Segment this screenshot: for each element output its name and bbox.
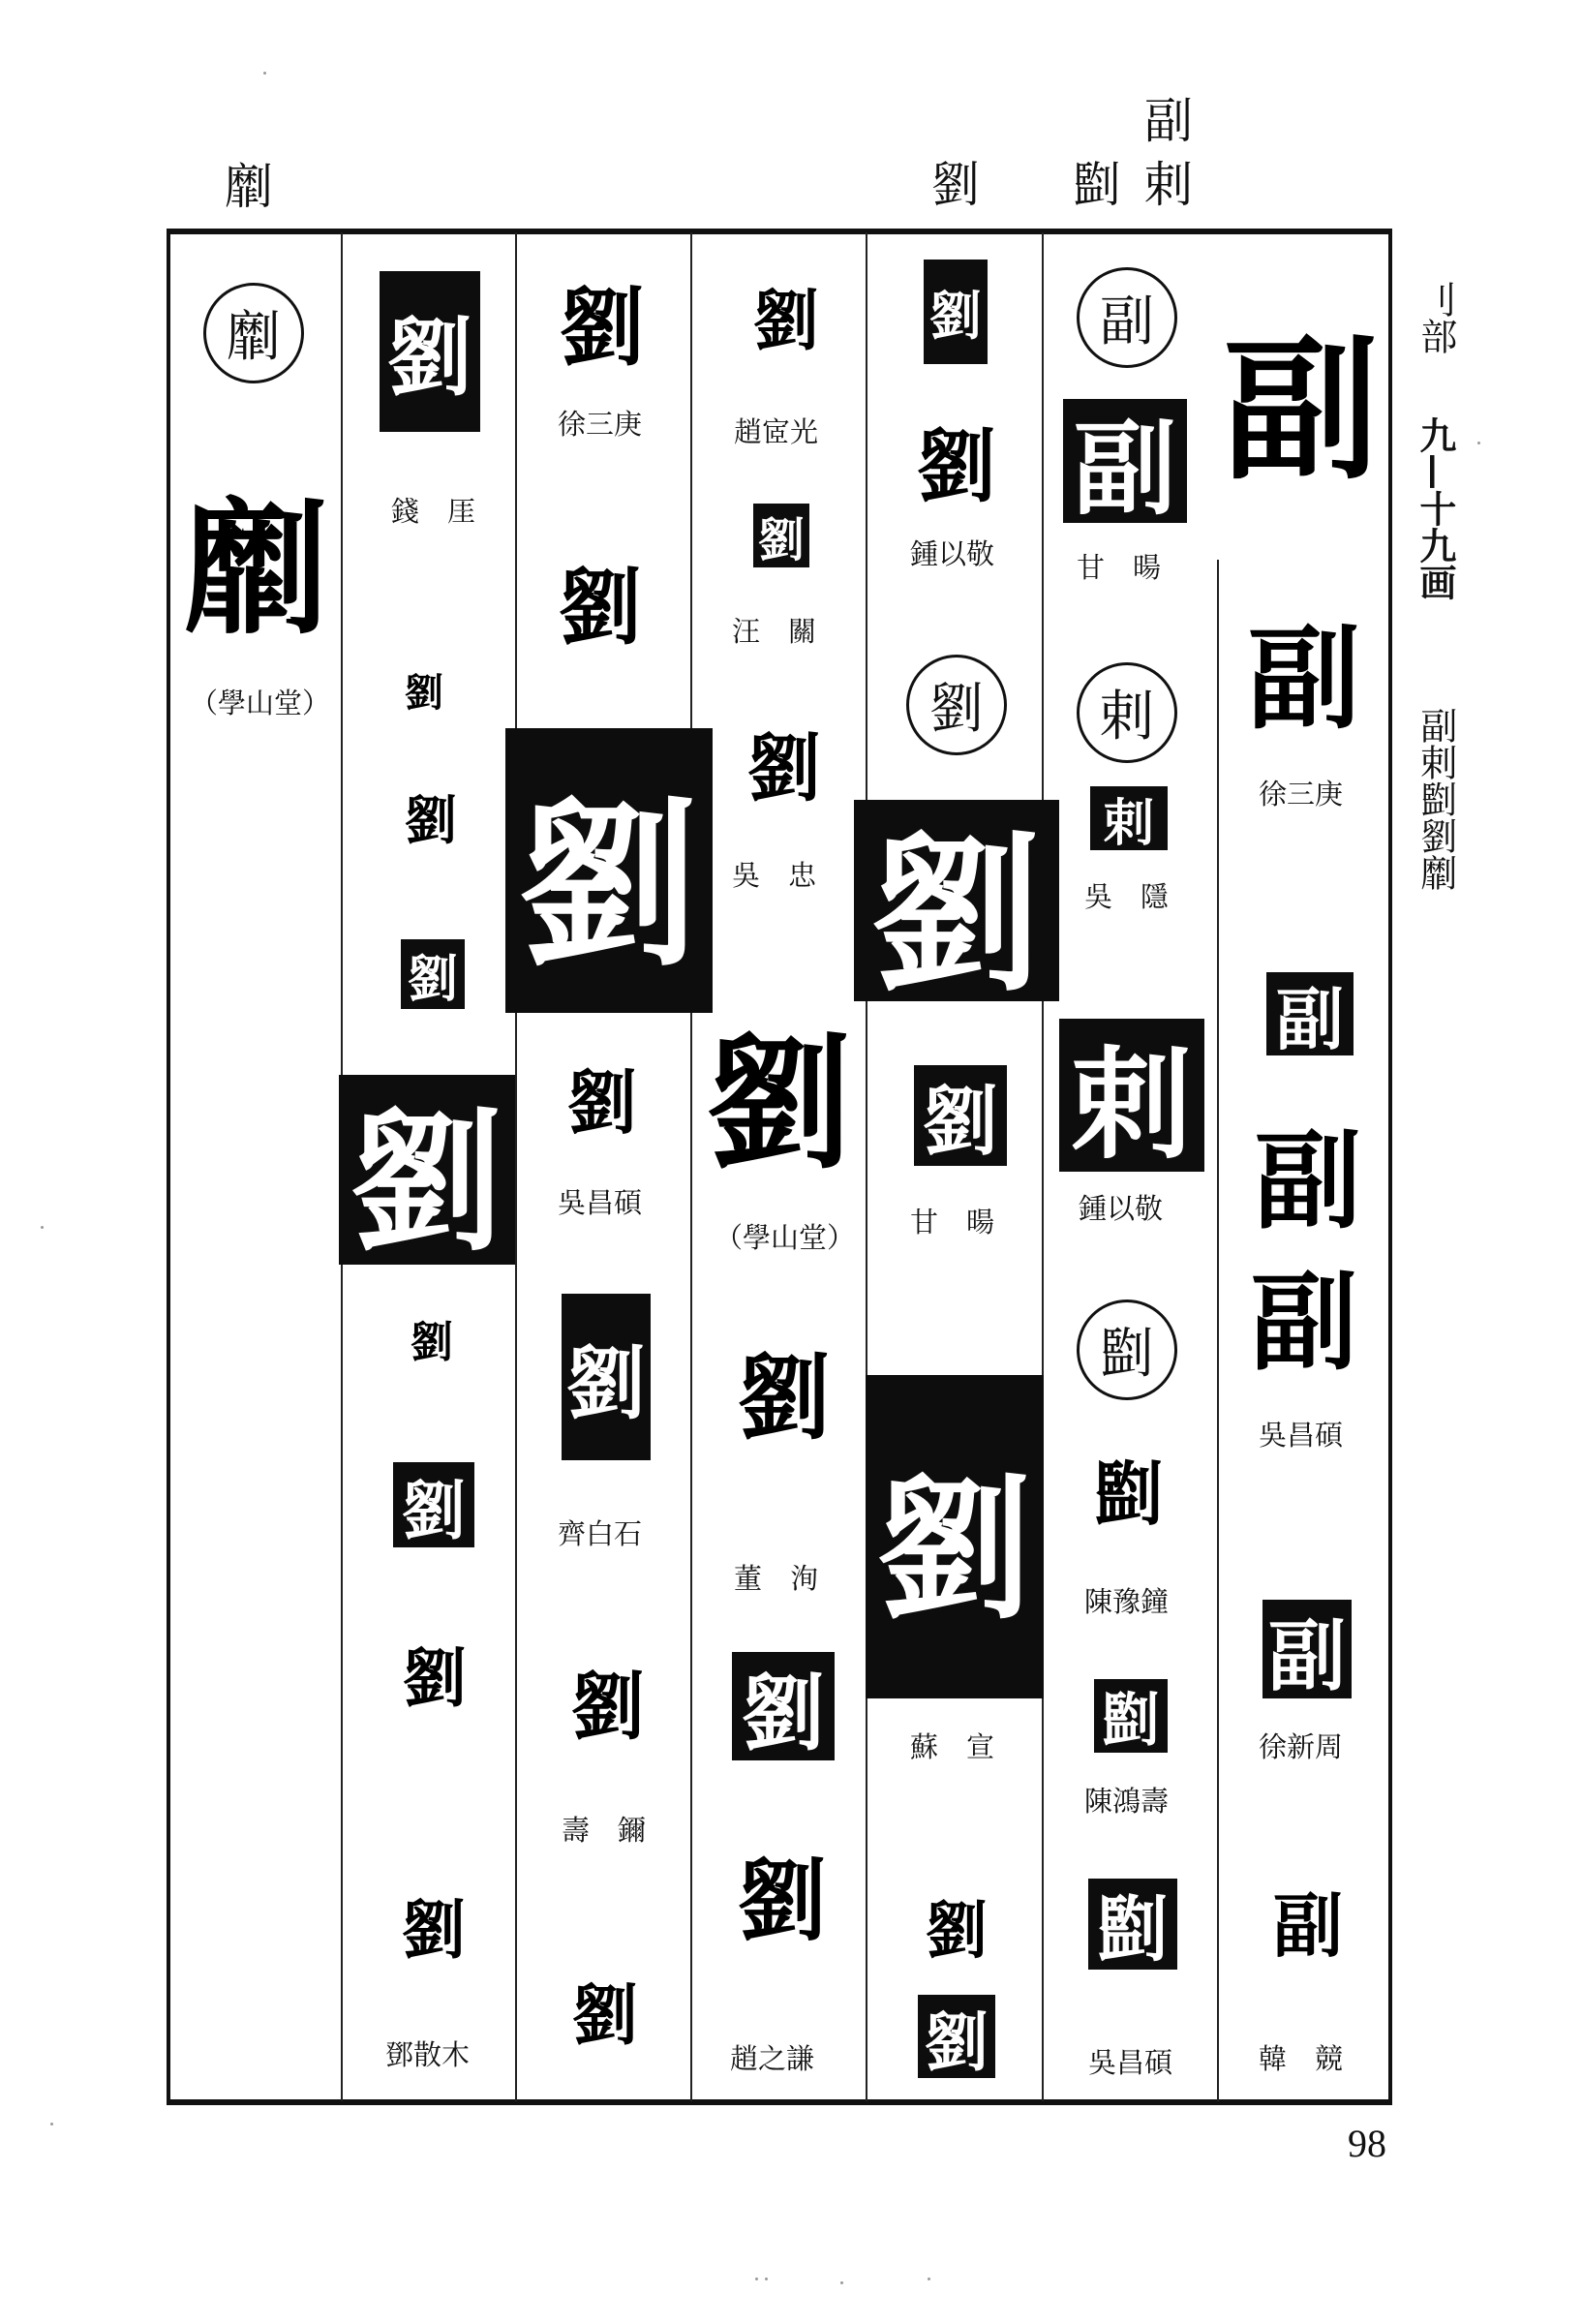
column-7-label-2: 吳昌碩 <box>1259 1419 1344 1452</box>
column-1-label-1: （學山堂） <box>190 687 331 719</box>
column-7-seal-6: 副 <box>1263 1600 1352 1698</box>
column-3-label-4: 壽 鑈 <box>562 1814 647 1847</box>
column-6-seal-2: 剌 <box>1090 786 1168 850</box>
column-7-label-3: 徐新周 <box>1259 1730 1344 1763</box>
column-5-seal-7: 劉 <box>918 1995 995 2078</box>
column-3-label-1: 徐三庚 <box>558 408 643 441</box>
column-2-label-2: 鄧散木 <box>385 2038 471 2071</box>
header-char-ci: 剌 <box>1144 157 1193 213</box>
column-6-circle-char-2: 剌 <box>1077 662 1177 763</box>
column-5-seal-1: 劉 <box>924 260 988 364</box>
column-2-seal-9: 劉 <box>402 1891 466 1968</box>
column-5-seal-3: 劉 <box>854 800 1059 1001</box>
header-char-fu: 副 <box>1144 93 1193 149</box>
column-3-label-2: 吳昌碩 <box>558 1186 643 1219</box>
column-3-seal-4: 劉 <box>566 1061 637 1144</box>
column-4-seal-3: 劉 <box>747 724 821 811</box>
speckle-dot <box>50 2123 53 2125</box>
column-4-seal-6: 劉 <box>732 1652 835 1760</box>
column-3-label-3: 齊白石 <box>558 1517 643 1550</box>
side-radical-label: 刂部 <box>1414 281 1457 354</box>
column-3-seal-7: 劉 <box>571 1976 638 2055</box>
column-4-seal-1: 劉 <box>752 282 819 360</box>
column-1-seal-large: 劘 <box>183 484 329 655</box>
column-4-seal-2: 劉 <box>753 504 809 567</box>
column-5-circle-char: 劉 <box>906 655 1007 755</box>
header-char-mo: 劘 <box>225 159 273 215</box>
column-2-seal-6: 劉 <box>411 1318 453 1367</box>
column-5-seal-5: 劉 <box>866 1375 1044 1698</box>
column-5-label-3: 蘇 宣 <box>910 1730 995 1763</box>
column-4-label-4: （學山堂） <box>715 1221 856 1254</box>
speckle-dot <box>755 2278 758 2280</box>
column-3-seal-2: 劉 <box>559 559 642 657</box>
column-2-seal-7: 劉 <box>393 1462 474 1547</box>
side-stroke-range: 九—十九画 <box>1413 416 1457 600</box>
column-6-seal-1: 副 <box>1063 399 1187 523</box>
table-right-rule <box>1388 229 1392 2105</box>
column-6-label-1: 甘 暘 <box>1077 551 1162 584</box>
page-number: 98 <box>1348 2122 1386 2165</box>
speckle-dot <box>1477 442 1480 444</box>
column-4-label-5: 董 洵 <box>734 1562 819 1595</box>
column-4-seal-5: 劉 <box>738 1342 831 1452</box>
header-char-jiu: 㔋 <box>1073 157 1121 213</box>
column-7-seal-3: 副 <box>1266 972 1354 1055</box>
table-left-rule <box>167 229 170 2105</box>
column-6-seal-4: 㔋 <box>1093 1452 1164 1535</box>
column-2-seal-1: 劉 <box>380 271 480 432</box>
table-top-rule <box>167 229 1392 234</box>
column-7-seal-1: 副 <box>1223 319 1379 501</box>
column-5-seal-2: 劉 <box>916 419 996 513</box>
speckle-dot <box>263 72 266 75</box>
column-6-seal-3: 剌 <box>1059 1019 1204 1172</box>
column-6-label-3: 鍾以敬 <box>1079 1192 1164 1225</box>
column-5-label-2: 甘 暘 <box>910 1206 995 1238</box>
column-3-seal-1: 劉 <box>559 277 645 378</box>
column-7-label-4: 韓 競 <box>1259 2042 1344 2075</box>
column-5-seal-4: 劉 <box>914 1065 1007 1166</box>
column-2-label-1: 錢 厓 <box>391 495 476 528</box>
column-6-label-4: 陳豫鐘 <box>1084 1585 1170 1618</box>
column-4-seal-7: 劉 <box>737 1849 827 1953</box>
header-char-liu: 劉 <box>931 157 980 213</box>
column-7-seal-7: 副 <box>1272 1884 1343 1967</box>
column-divider-5 <box>1042 232 1044 2101</box>
column-6-label-2: 吳 隱 <box>1084 880 1170 913</box>
column-3-seal-5: 劉 <box>562 1294 651 1460</box>
side-character-list: 副剌㔋劉劘 <box>1414 707 1457 891</box>
column-2-seal-4: 劉 <box>401 939 465 1009</box>
table-bottom-rule <box>167 2099 1392 2105</box>
column-6-seal-5: 㔋 <box>1094 1679 1168 1753</box>
column-6-circle-char-3: 㔋 <box>1077 1300 1177 1400</box>
column-4-label-1: 趙宧光 <box>734 415 819 448</box>
column-2-seal-3: 劉 <box>405 788 457 851</box>
column-4-label-6: 趙之謙 <box>730 2042 815 2075</box>
column-4-label-2: 汪 關 <box>732 615 817 648</box>
column-2-seal-8: 劉 <box>403 1639 467 1716</box>
column-4-seal-4: 劉 <box>706 1019 852 1189</box>
column-6-label-5: 陳鴻壽 <box>1084 1785 1170 1818</box>
column-7-seal-4: 副 <box>1255 1118 1361 1243</box>
column-divider-6 <box>1217 560 1219 2101</box>
column-1-circle-char: 劘 <box>203 283 304 383</box>
speckle-dot <box>928 2278 930 2280</box>
column-3-seal-6: 劉 <box>571 1663 645 1750</box>
column-5-label-1: 鍾以敬 <box>910 537 995 570</box>
column-2-seal-2: 劉 <box>405 669 443 716</box>
column-4-label-3: 吳 忠 <box>732 859 817 892</box>
column-7-seal-2: 副 <box>1248 612 1360 745</box>
column-divider-2 <box>515 232 517 2101</box>
column-7-label-1: 徐三庚 <box>1259 778 1344 810</box>
column-6-circle-char-1: 副 <box>1077 267 1177 368</box>
column-5-seal-6: 劉 <box>926 1895 988 1968</box>
speckle-dot <box>41 1226 44 1229</box>
column-7-seal-5: 副 <box>1251 1260 1357 1385</box>
column-2-seal-5: 劉 <box>339 1075 515 1265</box>
speckle-dot <box>840 2281 843 2284</box>
speckle-dot <box>765 2278 768 2280</box>
column-3-seal-3: 劉 <box>505 728 713 1013</box>
column-6-label-6: 吳昌碩 <box>1088 2046 1173 2079</box>
column-6-seal-6: 㔋 <box>1088 1879 1177 1970</box>
